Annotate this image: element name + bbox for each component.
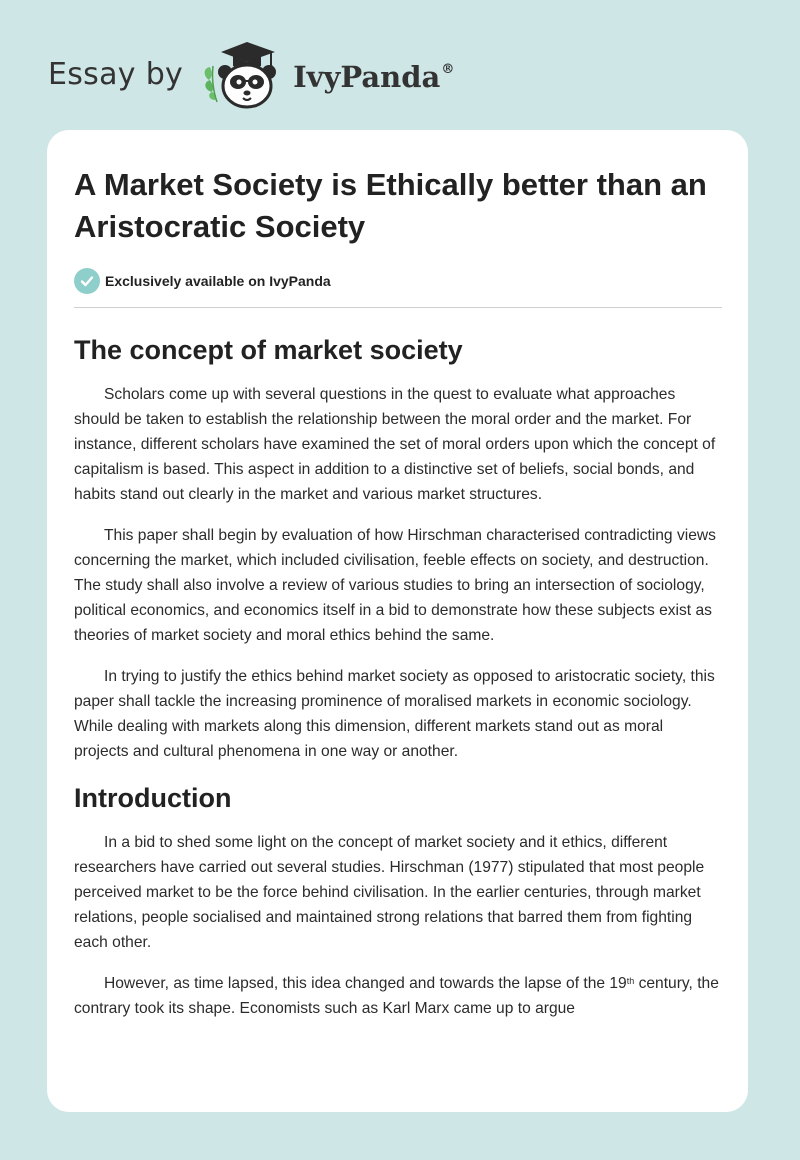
page-title: A Market Society is Ethically better than an Aristocratic Society [74,167,707,244]
paragraph: In trying to justify the ethics behind market society as opposed to aristocratic society, this paper shall tackle the increasing prominence of moralised markets in economic sociology. While dealing with markets along this dimension, different markets stand out as moral projects and cultural phenomena in one way or another. [74,668,715,760]
registered-mark: ® [441,62,455,77]
paragraph: Scholars come up with several questions in the quest to evaluate what approaches should be taken to establish the relationship between the moral order and the market. For instance, different scholars have examined the set of moral orders upon which the concept of capitalism is based. This aspect in addition to a distinctive set of beliefs, social bonds, and habits stand out clearly in the market and various market structures. [74,386,716,503]
section-heading: Introduction [74,783,232,813]
paragraph: This paper shall begin by evaluation of how Hirschman characterised contradicting views concerning the market, which included civilisation, feeble effects on society, and destruction. The study shall also involve a review of various studies to bring an intersection of sociology, political economics, and economics itself in a bid to demonstrate how these subjects exist as theories of market society and moral ethics behind the same. [74,527,716,644]
paragraph: In a bid to shed some light on the concept of market society and it ethics, different researchers have carried out several studies. Hirschman (1977) stipulated that most people perceived market to be the force behind civilisation. In the earlier centuries, through market relations, people socialised and maintained strong relations that barred them from fighting each other. [74,834,705,951]
paragraph-text-end: century, the contrary took its shape. Economists such as Karl Marx came up to argue [74,975,719,1017]
brand-name[interactable] [293,60,454,94]
section-introduction [74,778,722,1021]
ordinal-suffix: th [626,976,635,986]
section-heading: The concept of market society [74,335,463,365]
divider [74,307,722,308]
section-market-society [74,330,722,764]
brand-text: IvyPanda [293,60,441,94]
essay-card [47,130,748,1112]
paragraph-text-start: However, as time lapsed, this idea changed and towards the lapse of the 19 [104,975,627,992]
paragraph-last [74,971,722,1021]
essay-by-label: Essay by [48,56,184,92]
panda-logo-icon[interactable] [199,36,291,112]
exclusive-label: Exclusively available on IvyPanda [105,273,331,289]
exclusive-badge [74,268,722,294]
site-header [48,34,454,114]
check-circle-icon [74,268,100,294]
